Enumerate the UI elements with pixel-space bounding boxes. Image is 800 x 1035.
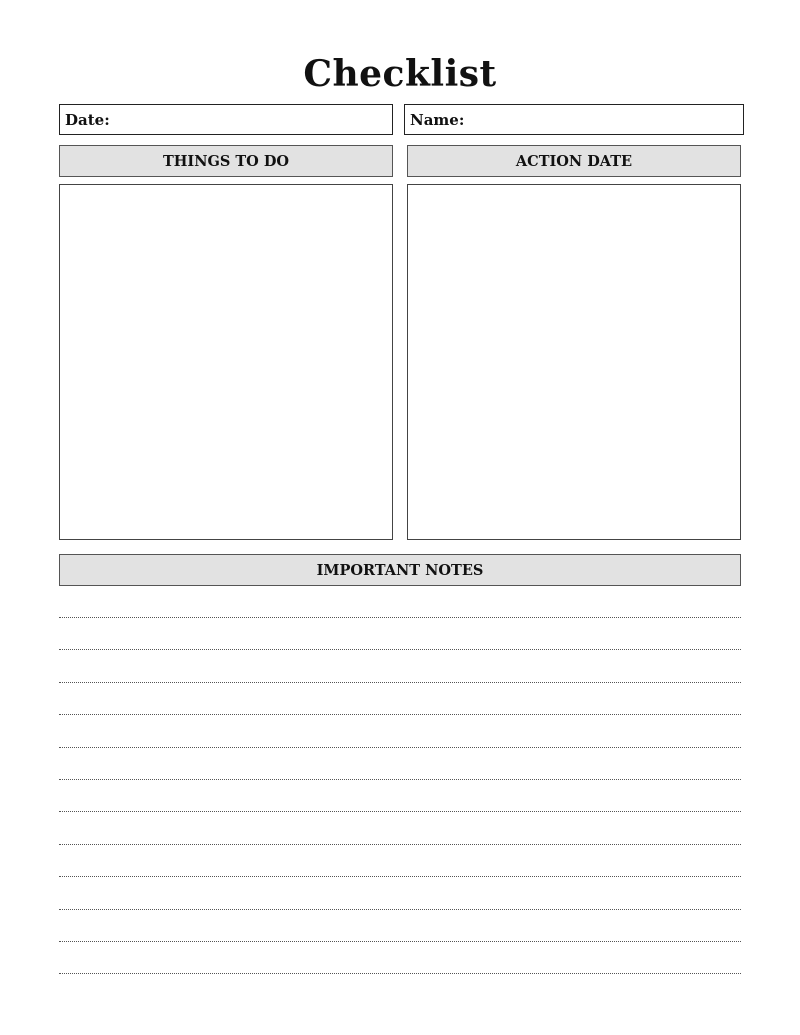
note-line[interactable] <box>59 941 741 942</box>
date-field[interactable] <box>59 104 393 135</box>
note-line[interactable] <box>59 649 741 650</box>
action-date-box[interactable] <box>407 184 741 540</box>
action-date-header: ACTION DATE <box>407 145 741 177</box>
name-field[interactable] <box>404 104 744 135</box>
date-label: Date: <box>65 110 110 129</box>
name-label: Name: <box>410 110 465 129</box>
note-line[interactable] <box>59 714 741 715</box>
note-line[interactable] <box>59 617 741 618</box>
important-notes-header: IMPORTANT NOTES <box>59 554 741 586</box>
note-line[interactable] <box>59 876 741 877</box>
things-to-do-box[interactable] <box>59 184 393 540</box>
note-line[interactable] <box>59 779 741 780</box>
note-line[interactable] <box>59 747 741 748</box>
page-title: Checklist <box>303 53 497 95</box>
things-to-do-header: THINGS TO DO <box>59 145 393 177</box>
note-line[interactable] <box>59 682 741 683</box>
note-line[interactable] <box>59 909 741 910</box>
note-line[interactable] <box>59 973 741 974</box>
note-line[interactable] <box>59 811 741 812</box>
note-line[interactable] <box>59 844 741 845</box>
